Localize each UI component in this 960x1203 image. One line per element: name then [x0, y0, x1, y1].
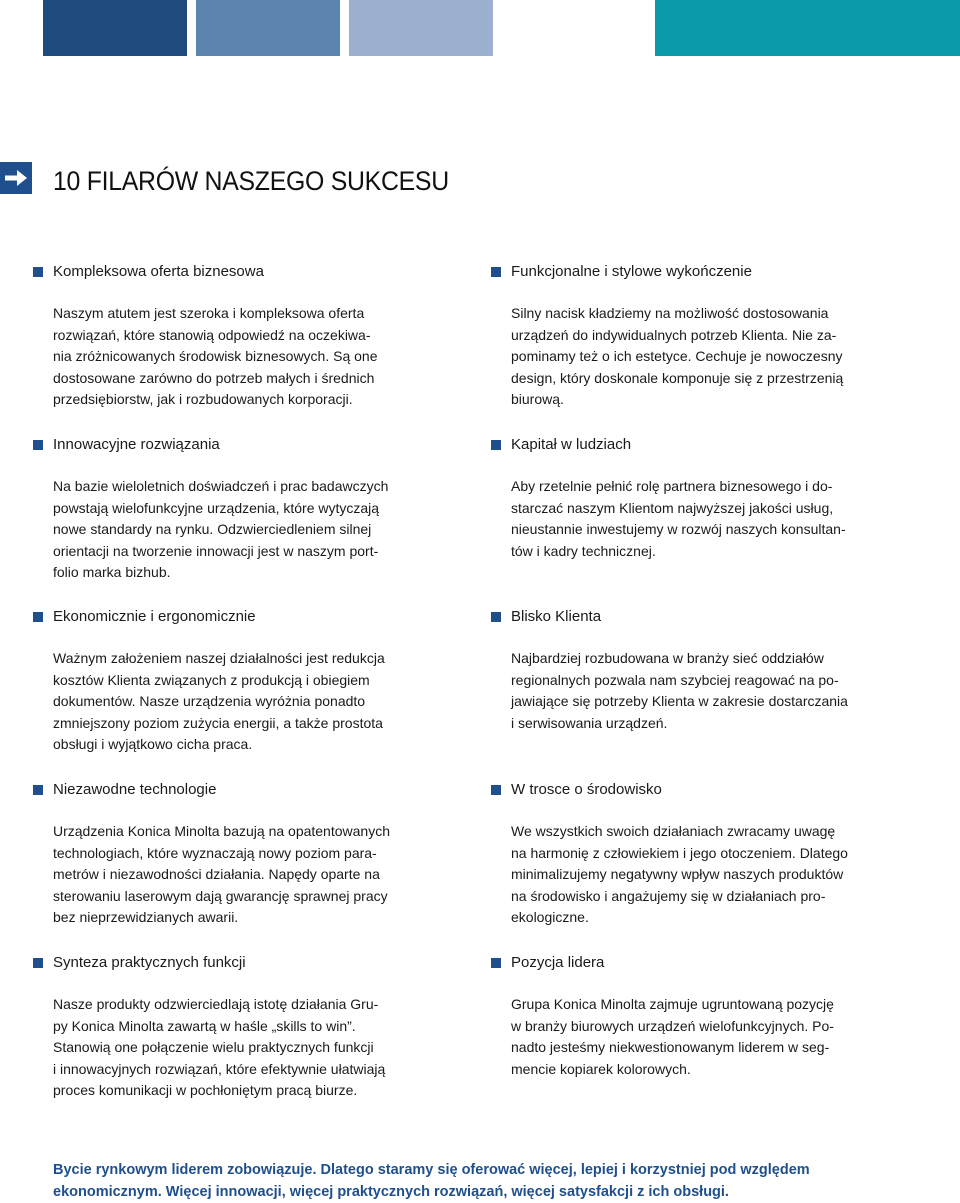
section-heading — [33, 262, 413, 282]
section-heading — [491, 953, 891, 973]
section-body: Silny nacisk kładziemy na możliwość dostosowania urządzeń do indywidualnych potrzeb Klienta. Nie za- pominamy też o ich estetyce. Cechuje je nowoczesny design, który doskonale komponuje się z przestrzenią biurową. — [511, 305, 844, 408]
section-body: Nasze produkty odzwierciedlają istotę działania Gru- py Konica Minolta zawartą w haśle „skills to win”. Stanowią one połączenie wielu praktycznych funkcji i innowacyjnych rozwiązań, które efektywnie ułatwiają proces komunikacji w pochłoniętym pracą biurze. — [53, 996, 386, 1099]
square-bullet-icon — [491, 612, 501, 622]
section-title: Ekonomicznie i ergonomicznie — [53, 608, 256, 625]
arrow-right-icon — [0, 162, 32, 194]
section-title: Blisko Klienta — [511, 608, 602, 625]
header-stripe-4 — [502, 0, 646, 56]
section-blisko-klienta — [491, 607, 891, 734]
section-kapital-w-ludziach — [491, 435, 891, 562]
section-body: Naszym atutem jest szeroka i kompleksowa oferta rozwiązań, które stanowią odpowiedź na oczekiwa- nia zróżnicowanych środowisk biznesowych. Są one dostosowane zarówno do potrzeb małych i średnich przedsiębiorstw, jak i rozbudowanych korporacji. — [53, 305, 378, 408]
square-bullet-icon — [491, 958, 501, 968]
square-bullet-icon — [491, 440, 501, 450]
header-stripe-3 — [349, 0, 493, 56]
section-title: Pozycja lidera — [511, 954, 605, 971]
header-stripe-1 — [43, 0, 187, 56]
section-title: Kompleksowa oferta biznesowa — [53, 263, 264, 280]
section-heading — [33, 607, 413, 627]
section-heading — [491, 607, 891, 627]
square-bullet-icon — [491, 267, 501, 277]
page-title: 10 FILARÓW NASZEGO SUKCESU — [53, 166, 449, 196]
section-heading — [33, 780, 413, 800]
section-title: Niezawodne technologie — [53, 781, 217, 798]
section-synteza-funkcji — [33, 953, 413, 1102]
section-body: Grupa Konica Minolta zajmuje ugruntowaną pozycję w branży biurowych urządzeń wielofunkcyjnych. Po- nadto jesteśmy niekwestionowanym liderem w seg- mencie kopiarek kolorowych. — [511, 996, 834, 1077]
section-body: We wszystkich swoich działaniach zwracamy uwagę na harmonię z człowiekiem i jego otoczeniem. Dlatego minimalizujemy negatywny wpływ naszych produktów na środowisko i angażujemy się w działaniach pro- ekologiczne. — [511, 823, 848, 926]
section-body: Na bazie wieloletnich doświadczeń i prac badawczych powstają wielofunkcyjne urządzenia, które wytyczają nowe standardy na rynku. Odzwierciedleniem silnej orientacji na tworzenie innowacji jest w naszym port- folio marka bizhub. — [53, 478, 389, 581]
square-bullet-icon — [33, 612, 43, 622]
square-bullet-icon — [33, 267, 43, 277]
section-body: Urządzenia Konica Minolta bazują na opatentowanych technologiach, które wyznaczają nowy poziom para- metrów i niezawodności działania. Napędy oparte na sterowaniu laserowym dają gwarancję sprawnej pracy bez nieprzewidzianych awarii. — [53, 823, 390, 926]
footer-statement: Bycie rynkowym liderem zobowiązuje. Dlatego staramy się oferować więcej, lepiej i korzystniej pod względem ekonomicznym. Więcej innowacji, więcej praktycznych rozwiązań, więcej satysfakcji z ich obsługi. — [53, 1162, 810, 1200]
section-funkcjonalne-wykonczenie — [491, 262, 891, 411]
section-title: Kapitał w ludziach — [511, 436, 632, 453]
square-bullet-icon — [33, 785, 43, 795]
section-heading — [491, 262, 891, 282]
section-title: Funkcjonalne i stylowe wykończenie — [511, 263, 752, 280]
section-title: Innowacyjne rozwiązania — [53, 436, 220, 453]
section-w-trosce-o-srodowisko — [491, 780, 891, 929]
header-stripe-2 — [196, 0, 340, 56]
section-heading — [33, 953, 413, 973]
section-heading — [33, 435, 413, 455]
section-body: Aby rzetelnie pełnić rolę partnera biznesowego i do- starczać naszym Klientom najwyższej jakości usług, nieustannie inwestujemy w rozwój naszych konsultan- tów i kadry technicznej. — [511, 478, 846, 559]
section-ekonomicznie — [33, 607, 413, 756]
section-innowacyjne-rozwiazania — [33, 435, 413, 584]
section-title: W trosce o środowisko — [511, 781, 662, 798]
header-stripe-5 — [655, 0, 960, 56]
section-title: Synteza praktycznych funkcji — [53, 954, 246, 971]
square-bullet-icon — [33, 958, 43, 968]
section-pozycja-lidera — [491, 953, 891, 1080]
section-kompleksowa-oferta — [33, 262, 413, 411]
section-body: Ważnym założeniem naszej działalności jest redukcja kosztów Klienta związanych z produkcją i obiegiem dokumentów. Nasze urządzenia wyróżnia ponadto zmniejszony poziom zużycia energii, a także prostota obsługi i wyjątkowo cicha praca. — [53, 650, 385, 753]
section-heading — [491, 435, 891, 455]
square-bullet-icon — [491, 785, 501, 795]
section-heading — [491, 780, 891, 800]
square-bullet-icon — [33, 440, 43, 450]
section-body: Najbardziej rozbudowana w branży sieć oddziałów regionalnych pozwala nam szybciej reagować na po- jawiające się potrzeby Klienta w zakresie dostarczania i serwisowania urządzeń. — [511, 650, 848, 731]
section-niezawodne-technologie — [33, 780, 413, 929]
